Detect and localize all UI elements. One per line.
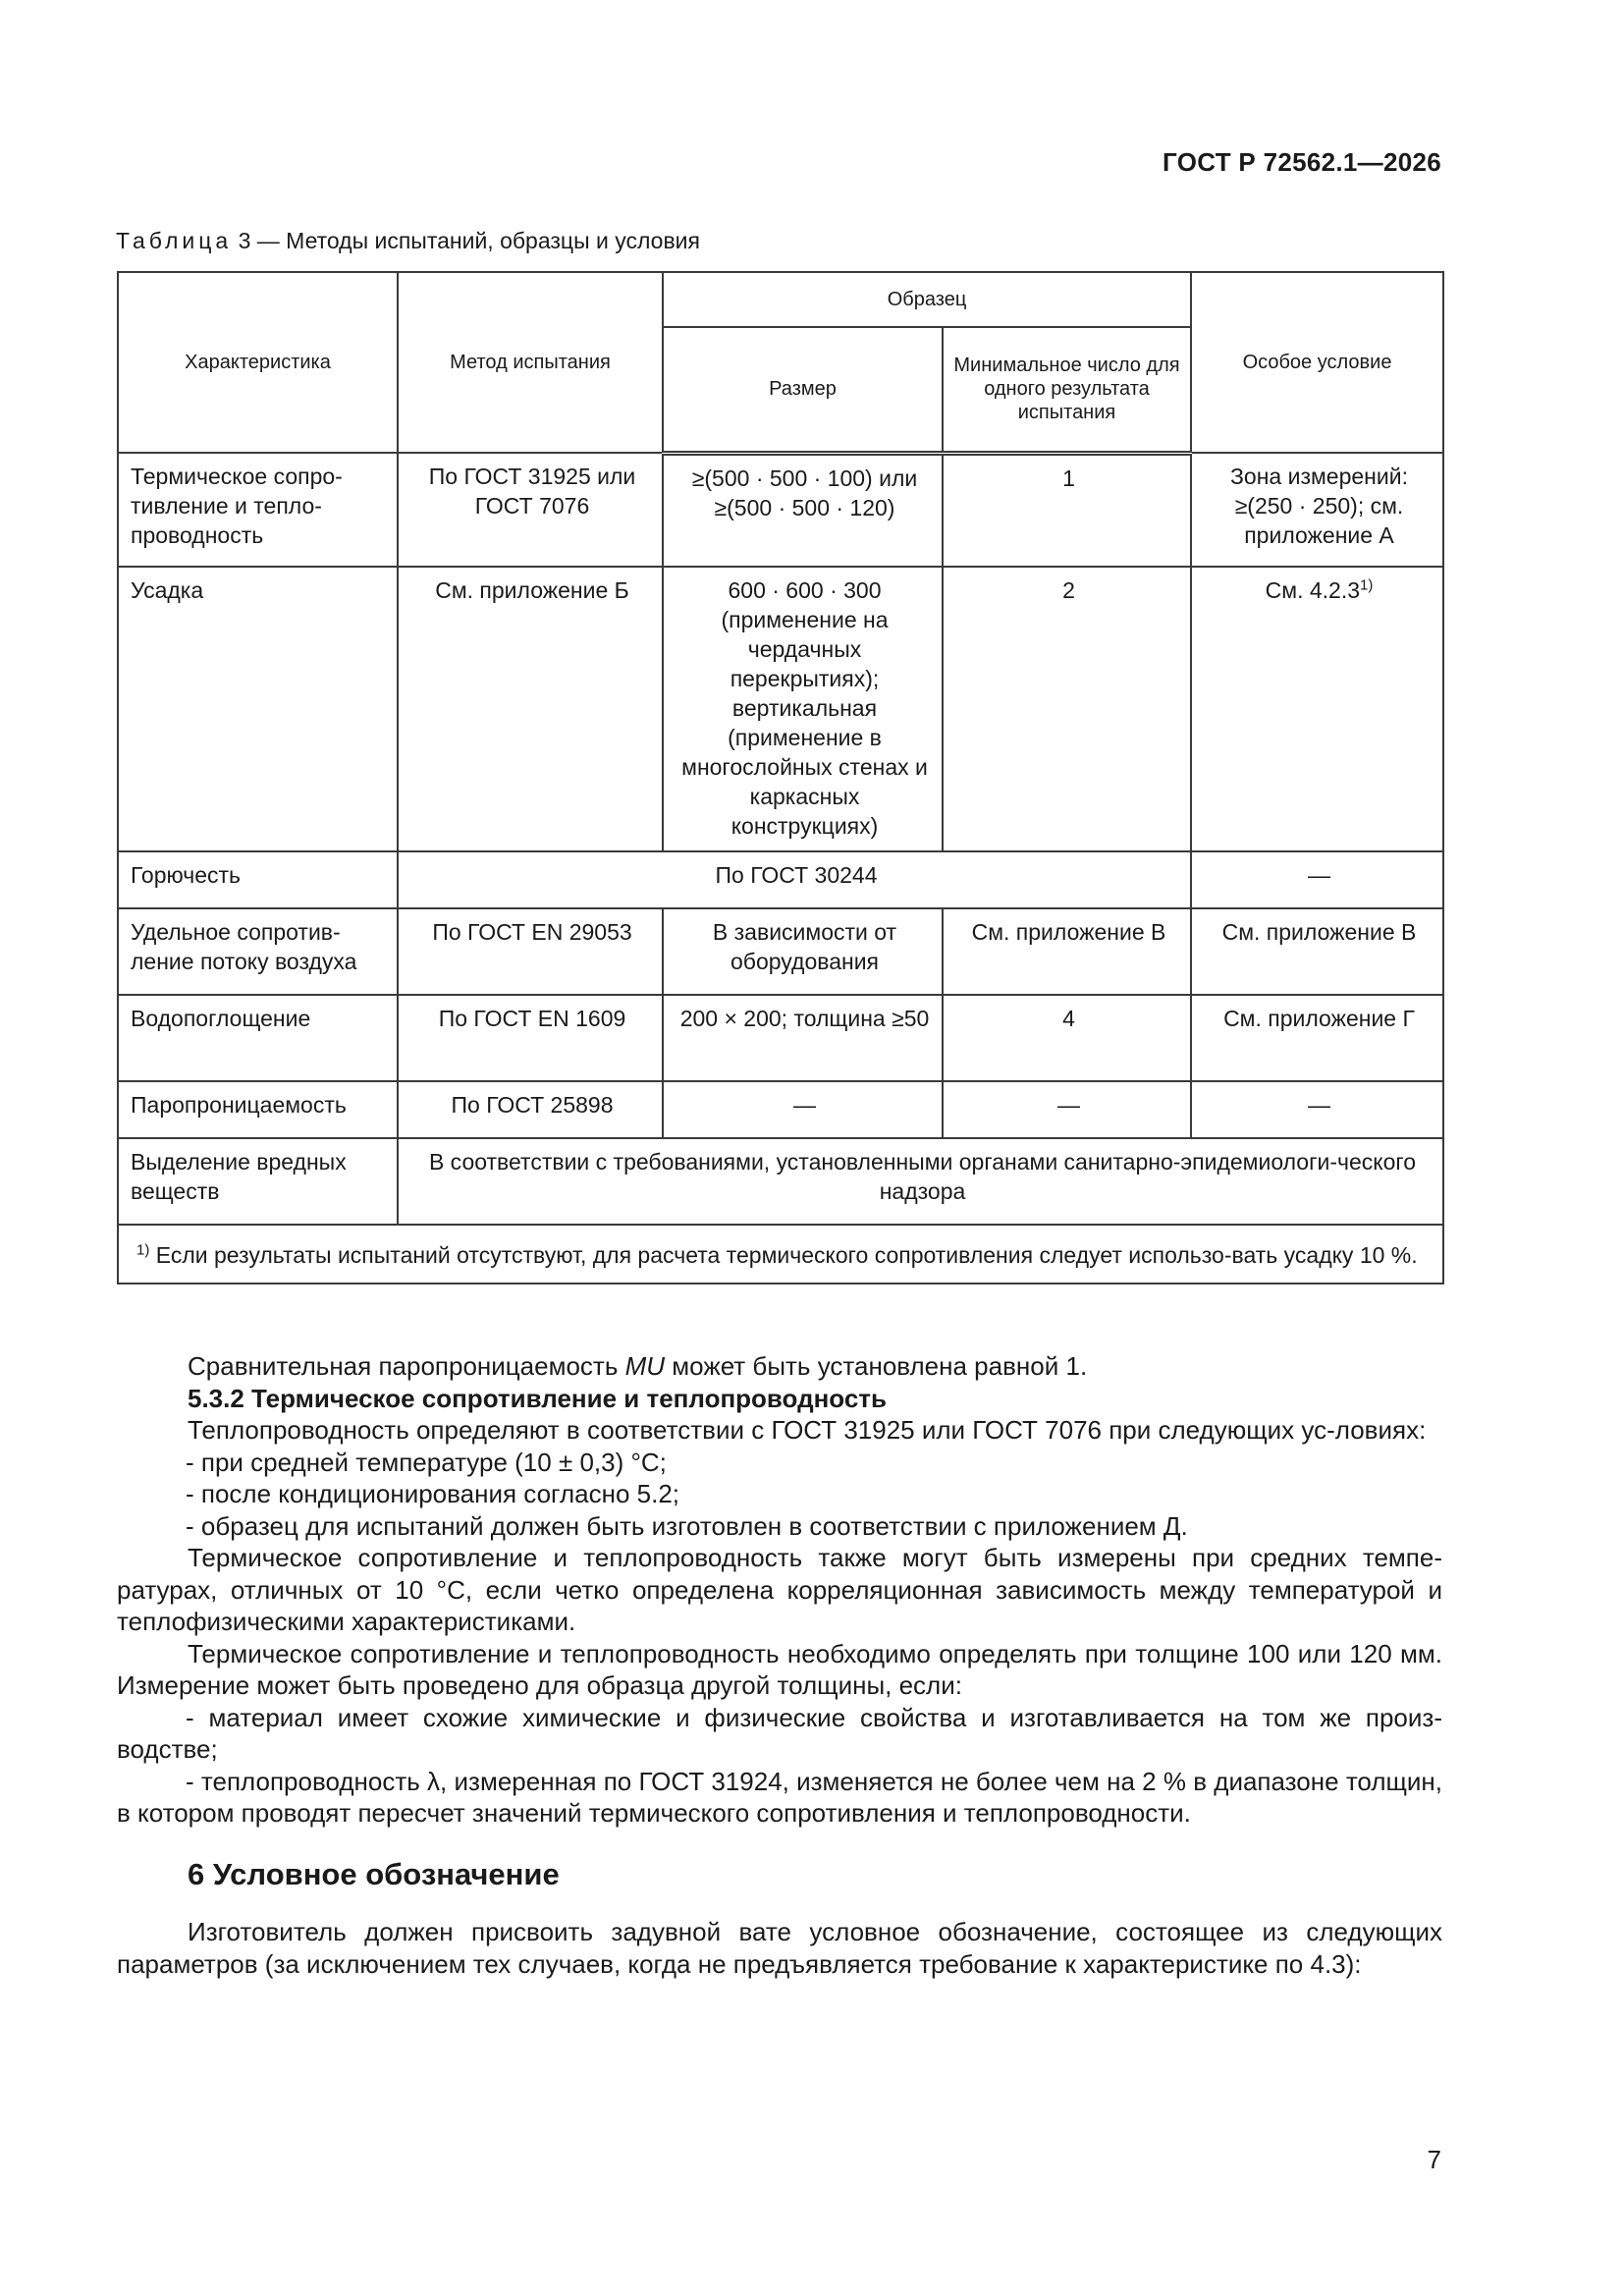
list-item: - материал имеет схожие химические и физические свойства и изготавливается на том же произ-водстве; (117, 1702, 1442, 1764)
cell-size: — (663, 1081, 943, 1138)
table-row (118, 908, 1443, 995)
list-item: - после кондиционирования согласно 5.2; (186, 1479, 680, 1508)
cell-size: В зависимости от оборудования (663, 908, 943, 995)
cell-method: По ГОСТ EN 1609 (398, 995, 663, 1081)
cell-size: 600 · 600 · 300 (применение на чердачных перекрытиях); вертикальная (применение в многослойных стенах и каркасных конструкциях) (663, 567, 943, 851)
cell-characteristic: Усадка (118, 567, 398, 851)
page-number: 7 (1427, 2145, 1441, 2174)
list-item: - теплопроводность λ, измеренная по ГОСТ 31924, изменяется не более чем на 2 % в диапазоне толщин, в котором проводят пересчет значений термического сопротивления и теплопроводности. (117, 1766, 1442, 1828)
cell-method: По ГОСТ 25898 (398, 1081, 663, 1138)
cell-characteristic: Паропроницаемость (118, 1081, 398, 1138)
cell-special (1191, 567, 1443, 851)
cell-special: См. приложение В (1191, 908, 1443, 995)
cell-characteristic: Удельное сопротив-ление потоку воздуха (118, 908, 398, 995)
cell-characteristic: Выделение вредных веществ (118, 1138, 398, 1225)
cell-min-count: 2 (943, 567, 1191, 851)
header-special-condition: Особое условие (1191, 272, 1443, 453)
list-item: - образец для испытаний должен быть изготовлен в соответствии с приложением Д. (186, 1510, 1188, 1541)
cell-special: — (1191, 1081, 1443, 1138)
cell-method: По ГОСТ 31925 или ГОСТ 7076 (398, 453, 663, 567)
paragraph: Теплопроводность определяют в соответствии с ГОСТ 31925 или ГОСТ 7076 при следующих ус-ловиях: (188, 1415, 1427, 1445)
header-size: Размер (663, 327, 943, 453)
document-id-header: ГОСТ Р 72562.1—2026 (1163, 147, 1441, 177)
table-row (118, 1138, 1443, 1225)
paragraph (117, 1350, 1442, 1383)
footnote-ref: 1) (1360, 576, 1374, 594)
cell-characteristic: Термическое сопро-тивление и тепло-проводность (118, 453, 398, 567)
footnote-text: Если результаты испытаний отсутствуют, для расчета термического сопротивления следует использо-вать усадку 10 %. (155, 1242, 1418, 1268)
cell-method: По ГОСТ EN 29053 (398, 908, 663, 995)
table-footnote-row (118, 1225, 1443, 1284)
header-min-count: Минимальное число для одного результата испытания (943, 327, 1191, 453)
table-row (118, 1081, 1443, 1138)
table-row (118, 995, 1443, 1081)
section-title: 6 Условное обозначение (188, 1856, 560, 1891)
cell-special: Зона измерений: ≥(250 · 250); см. приложение А (1191, 453, 1443, 567)
footnote-mark: 1) (136, 1241, 150, 1259)
header-sample: Образец (663, 272, 1191, 327)
paragraph-text: может быть установлена равной 1. (665, 1351, 1088, 1381)
cell-min-count: — (943, 1081, 1191, 1138)
cell-special: См. приложение Г (1191, 995, 1443, 1081)
paragraph: Термическое сопротивление и теплопроводность необходимо определять при толщине 100 или 120 мм. Измерение может быть проведено для образца другой толщины, если: (117, 1638, 1442, 1700)
table-caption-label: Таблица (116, 228, 233, 253)
cell-size: 200 × 200; толщина ≥50 (663, 995, 943, 1081)
table-row (118, 453, 1443, 567)
cell-characteristic: Водопоглощение (118, 995, 398, 1081)
list-item: - при средней температуре (10 ± 0,3) °С; (186, 1447, 667, 1477)
cell-special-text: См. 4.2.3 (1265, 577, 1360, 603)
cell-characteristic: Горючесть (118, 851, 398, 908)
table-caption (116, 228, 700, 254)
mu-symbol: MU (624, 1351, 666, 1381)
body-text (117, 1350, 1442, 1980)
paragraph: Изготовитель должен присвоить задувной вате условное обозначение, состоящее из следующих параметров (за исключением тех случаев, когда не предъявляется требование к характеристике по 4.3): (117, 1917, 1442, 1979)
table-caption-text: 3 — Методы испытаний, образцы и условия (238, 228, 700, 253)
cell-min-count: 4 (943, 995, 1191, 1081)
subsection-heading: 5.3.2 Термическое сопротивление и теплопроводность (188, 1383, 888, 1413)
table-row (118, 567, 1443, 851)
cell-min-count: См. приложение В (943, 908, 1191, 995)
table-footnote (118, 1225, 1443, 1284)
cell-size: ≥(500 · 500 · 100) или ≥(500 · 500 · 120) (663, 453, 943, 567)
header-method: Метод испытания (398, 272, 663, 453)
test-methods-table (117, 271, 1444, 1285)
table-row (118, 851, 1443, 908)
cell-min-count: 1 (943, 453, 1191, 567)
paragraph: Термическое сопротивление и теплопроводность также могут быть измерены при средних темпе-ратурах, отличных от 10 °С, если четко определена корреляционная зависимость между температурой и теплофизическими характеристиками. (117, 1543, 1442, 1636)
header-characteristic: Характеристика (118, 272, 398, 453)
cell-merged-requirements: В соответствии с требованиями, установленными органами санитарно-эпидемиологи-ческого надзора (398, 1138, 1443, 1225)
paragraph-text: Сравнительная паропроницаемость (188, 1351, 625, 1381)
cell-merged-method: По ГОСТ 30244 (398, 851, 1191, 908)
cell-special: — (1191, 851, 1443, 908)
cell-method: См. приложение Б (398, 567, 663, 851)
